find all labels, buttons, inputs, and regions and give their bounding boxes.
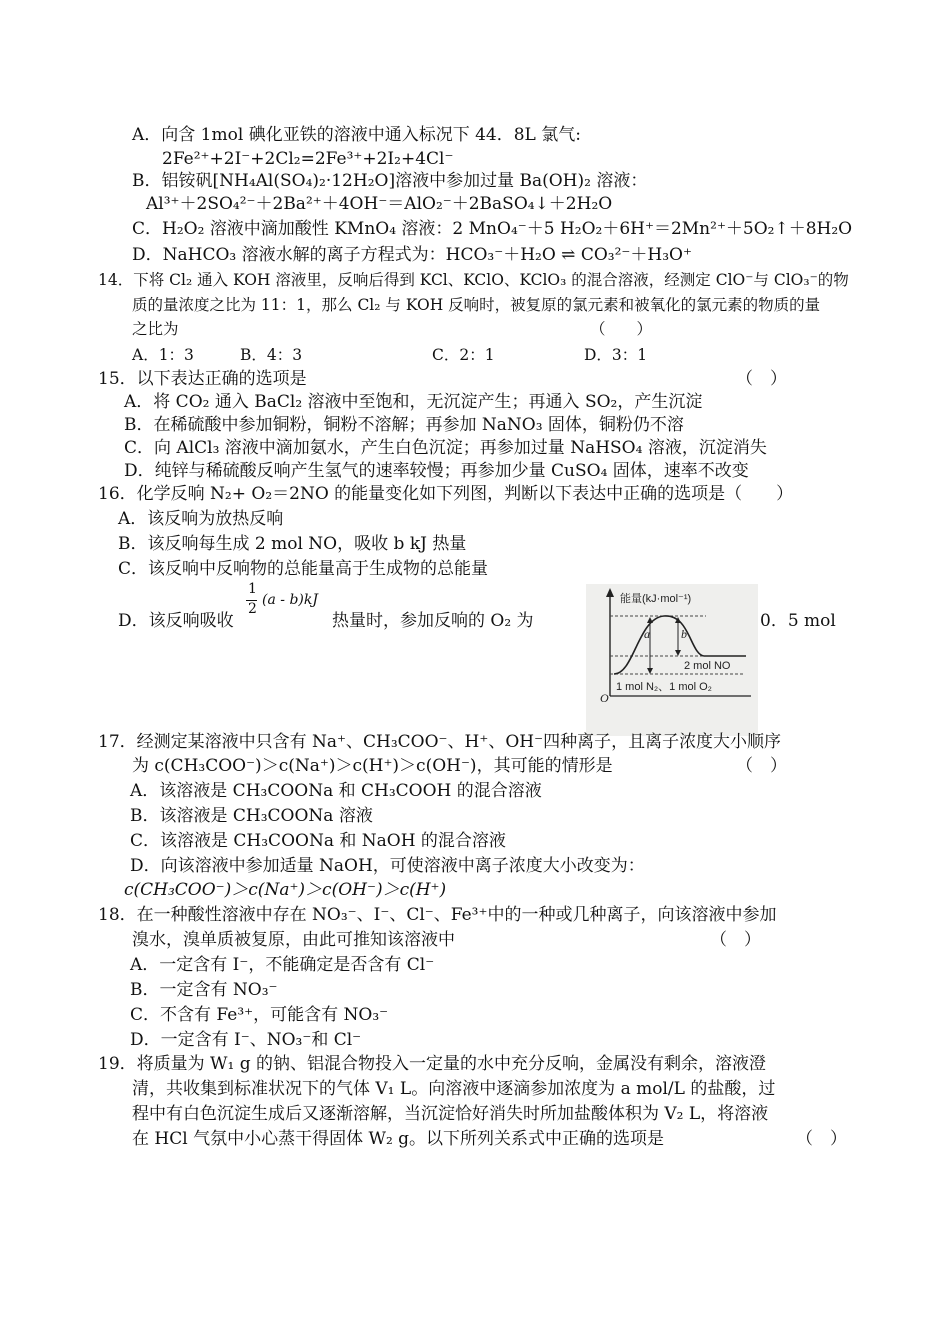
q18-option-a[interactable]: A．一定含有 I⁻，不能确定是否含有 Cl⁻ — [130, 955, 435, 975]
q13-option-c[interactable]: C．H₂O₂ 溶液中滴加酸性 KMnO₄ 溶液：2 MnO₄⁻＋5 H₂O₂＋6H⁺＝2Mn²⁺＋5O₂↑＋8H₂O — [132, 219, 853, 239]
q17-answer-paren: （ ） — [736, 756, 787, 776]
q15-option-c[interactable]: C．向 AlCl₃ 溶液中滴加氨水，产生白色沉淀；再参加过量 NaHSO₄ 溶液，沉淀消失 — [124, 438, 767, 458]
q14-option-d[interactable]: D．3：1 — [584, 346, 648, 364]
q16-stem: 16．化学反响 N₂+ O₂＝2NO 的能量变化如下列图，判断以下表达中正确的选项是（ ） — [98, 484, 794, 504]
q19-stem-line3: 程中有白色沉淀生成后又逐渐溶解，当沉淀恰好消失时所加盐酸体积为 V₂ L，将溶液 — [132, 1104, 769, 1124]
q13-option-d[interactable]: D．NaHCO₃ 溶液水解的离子方程式为：HCO₃⁻＋H₂O ⇌ CO₃²⁻＋H₃O⁺ — [132, 245, 692, 265]
q14-stem-line3: 之比为 — [132, 320, 179, 338]
graph-label-a: a — [644, 627, 650, 641]
q15-option-a[interactable]: A．将 CO₂ 通入 BaCl₂ 溶液中至饱和，无沉淀产生；再通入 SO₂，产生沉淀 — [124, 392, 703, 412]
q18-option-d[interactable]: D．一定含有 I⁻、NO₃⁻和 Cl⁻ — [130, 1030, 362, 1050]
graph-label-reactant: 1 mol N₂、1 mol O₂ — [616, 681, 712, 693]
q17-option-b[interactable]: B．该溶液是 CH₃COONa 溶液 — [130, 806, 373, 826]
q18-option-c[interactable]: C．不含有 Fe³⁺，可能含有 NO₃⁻ — [130, 1005, 389, 1025]
q17-option-d[interactable]: D．向该溶液中参加适量 NaOH，可使溶液中离子浓度大小改变为： — [130, 856, 645, 876]
q15-answer-paren: （ ） — [736, 369, 787, 389]
graph-ylabel: 能量(kJ·mol⁻¹) — [620, 593, 692, 605]
q13-option-a[interactable]: A．向含 1mol 碘化亚铁的溶液中通入标况下 44．8L 氯气: — [132, 125, 581, 145]
q16-option-a[interactable]: A．该反响为放热反响 — [118, 509, 284, 529]
q15-option-b[interactable]: B．在稀硫酸中参加铜粉，铜粉不溶解；再参加 NaNO₃ 固体，铜粉仍不溶 — [124, 415, 684, 435]
q18-stem-line1: 18．在一种酸性溶液中存在 NO₃⁻、I⁻、Cl⁻、Fe³⁺中的一种或几种离子，向该溶液中参加 — [98, 905, 777, 925]
q13-option-b[interactable]: B．铝铵矾[NH₄Al(SO₄)₂·12H₂O]溶液中参加过量 Ba(OH)₂ 溶液： — [132, 171, 648, 191]
q16-option-b[interactable]: B．该反响每生成 2 mol NO，吸收 b kJ 热量 — [118, 534, 467, 554]
q15-option-d[interactable]: D．纯锌与稀硫酸反响产生氢气的速率较慢；再参加少量 CuSO₄ 固体，速率不改变 — [124, 461, 749, 481]
q13-option-a-equation: 2Fe²⁺+2I⁻+2Cl₂=2Fe³⁺+2I₂+4Cl⁻ — [162, 149, 454, 169]
q16-option-d-mid: 热量时，参加反响的 O₂ 为 — [332, 611, 534, 631]
q16-option-d[interactable]: D．该反响吸收 — [118, 611, 234, 631]
q15-stem: 15．以下表达正确的选项是 — [98, 369, 307, 389]
q19-stem-line4: 在 HCl 气氛中小心蒸干得固体 W₂ g。以下所列关系式中正确的选项是 — [132, 1129, 665, 1149]
q19-stem-line2: 清，共收集到标准状况下的气体 V₁ L。向溶液中逐滴参加浓度为 a mol/L 的盐酸，过 — [132, 1079, 776, 1099]
q17-option-c[interactable]: C．该溶液是 CH₃COONa 和 NaOH 的混合溶液 — [130, 831, 506, 851]
q19-stem-line1: 19．将质量为 W₁ g 的钠、铝混合物投入一定量的水中充分反响，金属没有剩余，溶液澄 — [98, 1054, 767, 1074]
q16-option-d-end: 0．5 mol — [760, 611, 836, 631]
q14-answer-paren: （ ） — [590, 320, 653, 338]
q19-answer-paren: （ ） — [796, 1129, 847, 1149]
q14-stem-line2: 质的量浓度之比为 11：1，那么 Cl₂ 与 KOH 反响时，被复原的氯元素和被氧化的氯元素的物质的量 — [132, 296, 821, 314]
q13-option-b-equation: Al³⁺＋2SO₄²⁻＋2Ba²⁺＋4OH⁻＝AlO₂⁻＋2BaSO₄↓＋2H₂O — [146, 194, 613, 214]
graph-label-b: b — [681, 627, 687, 641]
energy-diagram — [586, 584, 758, 736]
q18-stem-line2: 溴水，溴单质被复原，由此可推知该溶液中 — [132, 930, 455, 950]
q17-option-a[interactable]: A．该溶液是 CH₃COONa 和 CH₃COOH 的混合溶液 — [130, 781, 542, 801]
q14-option-b[interactable]: B．4：3 — [240, 346, 303, 364]
q14-option-c[interactable]: C．2：1 — [432, 346, 495, 364]
q16-option-c[interactable]: C．该反响中反响物的总能量高于生成物的总能量 — [118, 559, 489, 579]
graph-label-product: 2 mol NO — [684, 660, 731, 672]
q17-stem-line2: 为 c(CH₃COO⁻)＞c(Na⁺)＞c(H⁺)＞c(OH⁻)，其可能的情形是 — [132, 756, 613, 776]
q17-stem-line1: 17．经测定某溶液中只含有 Na⁺、CH₃COO⁻、H⁺、OH⁻四种离子，且离子浓度大小顺序 — [98, 732, 782, 752]
q14-option-a[interactable]: A．1：3 — [132, 346, 194, 364]
q17-option-d-equation: c(CH₃COO⁻)＞c(Na⁺)＞c(OH⁻)＞c(H⁺) — [124, 880, 447, 900]
q18-answer-paren: （ ） — [710, 930, 761, 950]
graph-origin: O — [600, 691, 609, 705]
q18-option-b[interactable]: B．一定含有 NO₃⁻ — [130, 980, 278, 1000]
q14-stem-line1: 14．下将 Cl₂ 通入 KOH 溶液里，反响后得到 KCl、KClO、KClO₃ 的混合溶液，经测定 ClO⁻与 ClO₃⁻的物 — [98, 271, 849, 289]
